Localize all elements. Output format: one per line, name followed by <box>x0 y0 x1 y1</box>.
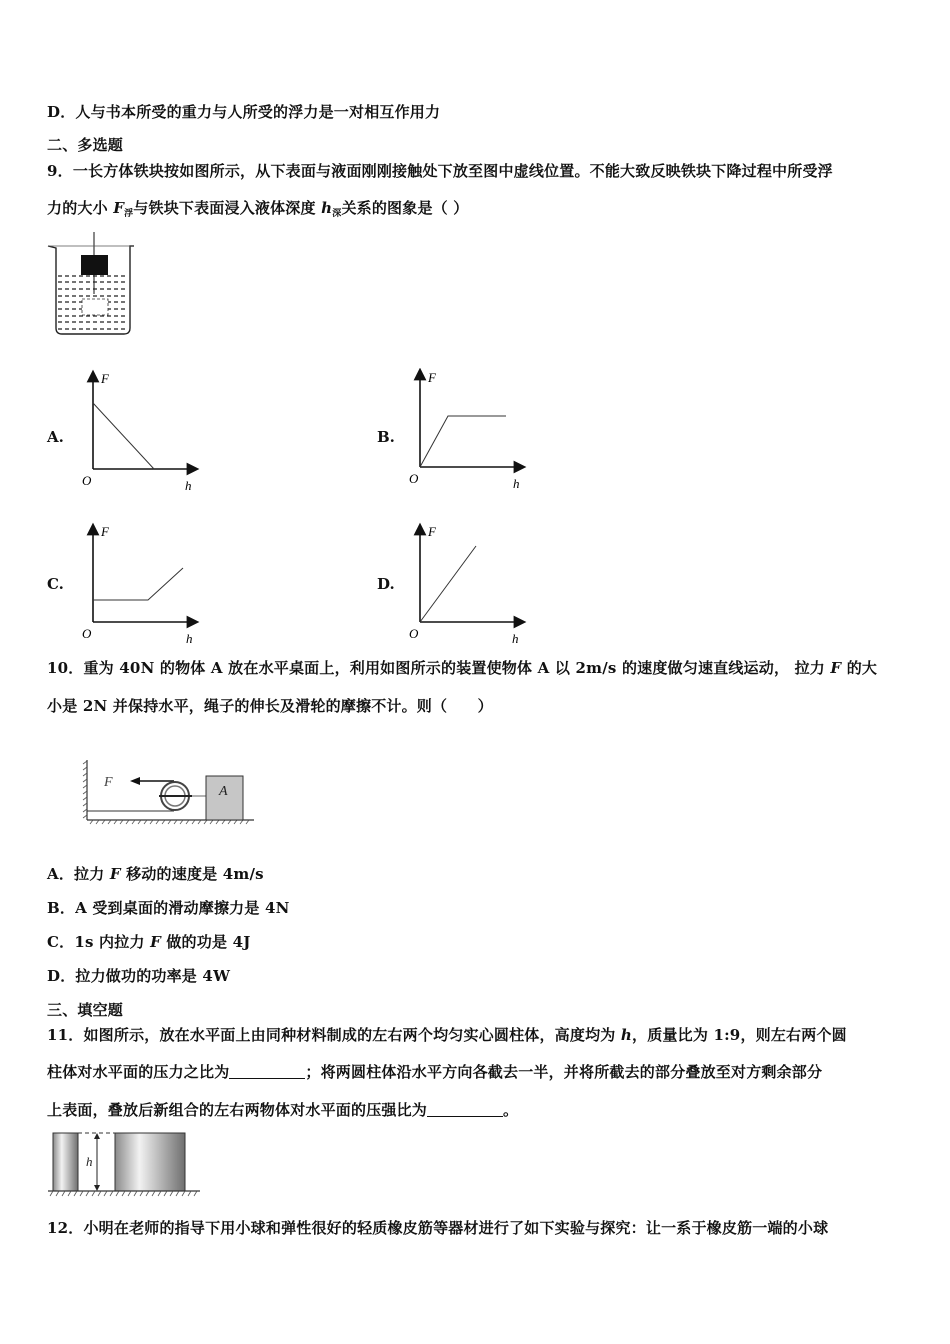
symbol-F: F <box>113 199 125 217</box>
graph-c <box>78 521 203 653</box>
x-axis-label: h <box>512 631 519 646</box>
q9-text-line2 <box>47 198 468 224</box>
q10-option-a: A．拉力 F 移动的速度是 4m/s <box>47 865 264 883</box>
graph-b <box>405 368 530 500</box>
y-axis-label: F <box>428 370 436 385</box>
subscript: 深 <box>332 209 342 219</box>
origin-label: O <box>409 626 419 641</box>
pulley-figure <box>82 756 257 832</box>
q10-option-d: D．拉力做功的功率是 4W <box>47 967 231 985</box>
y-axis-label: F <box>101 371 109 386</box>
origin-label: O <box>409 471 419 486</box>
q10-text-line1 <box>47 658 877 678</box>
symbol-h: h <box>321 199 333 217</box>
x-axis-label: h <box>513 476 520 491</box>
q9-text: 关系的图象是（ ） <box>341 199 469 217</box>
q10-text: 10．重为 40N 的物体 A 放在水平桌面上，利用如图所示的装置使物体 A 以 2m/s 的速度做匀速直线运动， 拉力 <box>47 659 831 677</box>
q11-text-line2: 柱体对水平面的压力之比为 ；将两圆柱体沿水平方向各截去一半，并将所截去的部分叠放至对方剩余部分 <box>47 1063 823 1081</box>
origin-label: O <box>82 626 92 641</box>
block-a-label: A <box>219 784 228 799</box>
q9-text: 与铁块下表面浸入液体深度 <box>133 199 322 217</box>
prev-option-d: D．人与书本所受的重力与人所受的浮力是一对相互作用力 <box>47 103 441 121</box>
y-axis-label: F <box>428 524 436 539</box>
q12-text-line1: 12．小明在老师的指导下用小球和弹性很好的轻质橡皮筋等器材进行了如下实验与探究：让一系于橡皮筋一端的小球 <box>47 1219 829 1237</box>
beaker-figure <box>46 232 136 342</box>
subscript: 浮 <box>124 209 134 219</box>
section-title-fill-in: 三、填空题 <box>47 1001 124 1019</box>
answer-blank-2[interactable] <box>427 1102 503 1117</box>
graph-d-label: D. <box>377 575 395 593</box>
q10-text: 的大 <box>841 659 878 677</box>
q11-text-line1: 11．如图所示，放在水平面上由同种材料制成的左右两个均匀实心圆柱体，高度均为 h，质量比为 1:9，则左右两个圆 <box>47 1026 847 1044</box>
graph-c-label: C. <box>47 575 64 593</box>
graph-b-label: B. <box>377 428 395 446</box>
graph-d <box>405 521 530 653</box>
q10-option-c: C．1s 内拉力 F 做的功是 4J <box>47 933 251 951</box>
q10-text-line2: 小是 2N 并保持水平，绳子的伸长及滑轮的摩擦不计。则（ ） <box>47 697 493 715</box>
q11-text-line3: 上表面，叠放后新组合的左右两物体对水平面的压强比为 。 <box>47 1101 519 1119</box>
graph-a <box>78 368 203 500</box>
beaker-illustration <box>46 232 136 338</box>
answer-blank-1[interactable] <box>229 1064 305 1079</box>
y-axis-label: F <box>101 524 109 539</box>
x-axis-label: h <box>185 478 192 493</box>
origin-label: O <box>82 473 92 488</box>
symbol-F: F <box>830 659 842 677</box>
graph-a-label: A. <box>47 428 64 446</box>
cylinders-figure <box>44 1128 204 1204</box>
section-title-multiple-choice: 二、多选题 <box>47 136 124 154</box>
q9-text-line1: 9．一长方体铁块按如图所示，从下表面与液面刚刚接触处下放至图中虚线位置。不能大致反映铁块下降过程中所受浮 <box>47 162 833 180</box>
height-label: h <box>86 1154 93 1169</box>
q9-text: 力的大小 <box>47 199 114 217</box>
x-axis-label: h <box>186 631 193 646</box>
force-label: F <box>104 775 113 790</box>
q10-option-b: B．A 受到桌面的滑动摩擦力是 4N <box>47 899 290 917</box>
